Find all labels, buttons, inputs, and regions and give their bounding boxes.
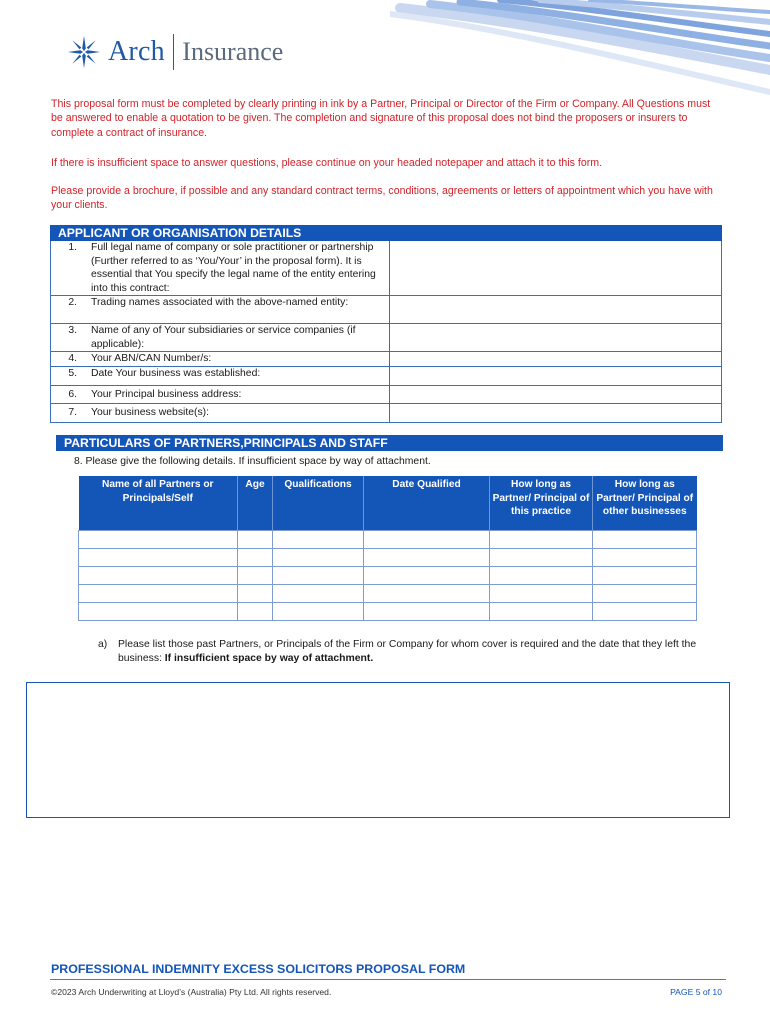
table-cell[interactable] [593, 602, 697, 620]
column-header: Date Qualified [364, 476, 490, 530]
table-cell[interactable] [490, 584, 593, 602]
table-row [51, 351, 721, 366]
question-text: Your ABN/CAN Number/s: [91, 353, 212, 364]
intro-paragraph-3: Please provide a brochure, if possible and any standard contract terms, conditions, agreements or letters of appointment which you have with your clients. [51, 185, 713, 212]
table-cell[interactable] [490, 530, 593, 548]
page-number: PAGE 5 of 10 [670, 987, 722, 997]
table-cell[interactable] [593, 548, 697, 566]
intro-paragraph-1: This proposal form must be completed by clearly printing in ink by a Partner, Principal or Director of the Firm or Company. All Questions must be answered to enable a quotation to be given. The completion and signature of this proposal does not bind the proposers or insurers to complete a contract of insurance. [51, 98, 711, 139]
table-cell[interactable] [364, 566, 490, 584]
table-cell[interactable] [238, 566, 273, 584]
table-row [51, 323, 721, 351]
answer-field-address[interactable] [389, 386, 721, 403]
question-number: 6. [68, 388, 77, 400]
table-cell[interactable] [79, 602, 238, 620]
arch-star-icon [66, 34, 102, 70]
table-cell[interactable] [364, 602, 490, 620]
question-number: 7. [68, 407, 77, 419]
past-partners-answer-box[interactable] [26, 682, 730, 818]
answer-field-date-established[interactable] [389, 367, 721, 385]
question-text: Your business website(s): [91, 407, 210, 419]
table-cell[interactable] [79, 584, 238, 602]
question-number: 1. [68, 242, 77, 253]
column-header: Age [238, 476, 273, 530]
question-text: Full legal name of company or sole practitioner or partnership (Further referred to as ‘You/Your’ in the proposal form). It is essential that You specify the legal name of the entity entering into this contract: [91, 242, 376, 294]
table-header-row [79, 476, 697, 530]
column-header: Qualifications [273, 476, 364, 530]
item-a-instruction [98, 638, 728, 667]
question-number: 5. [68, 368, 77, 379]
table-row [51, 241, 721, 295]
table-row [51, 403, 721, 422]
question-number: 4. [68, 353, 77, 364]
brand-product: Insurance [182, 37, 284, 66]
table-cell[interactable] [238, 602, 273, 620]
item-a-marker: a) [98, 639, 108, 650]
question-text: Trading names associated with the above-named entity: [91, 297, 349, 308]
question-text: Name of any of Your subsidiaries or service companies (if applicable): [91, 325, 356, 350]
logo-divider [173, 34, 175, 70]
table-row [79, 602, 697, 620]
table-cell[interactable] [238, 548, 273, 566]
table-cell[interactable] [273, 530, 364, 548]
question-number: 2. [68, 297, 77, 308]
section-title-applicant: APPLICANT OR ORGANISATION DETAILS [50, 225, 722, 241]
table-cell[interactable] [490, 602, 593, 620]
table-cell[interactable] [490, 548, 593, 566]
section-title-partners: PARTICULARS OF PARTNERS,PRINCIPALS AND STAFF [56, 435, 723, 451]
table-cell[interactable] [273, 548, 364, 566]
answer-field-subsidiaries[interactable] [389, 324, 721, 351]
table-row [79, 548, 697, 566]
decorative-swoosh-graphic [390, 0, 770, 110]
table-cell[interactable] [273, 566, 364, 584]
column-header: How long as Partner/ Principal of this practice [490, 476, 593, 530]
answer-field-legal-name[interactable] [389, 241, 721, 295]
table-cell[interactable] [593, 584, 697, 602]
question-8-text: 8. Please give the following details. If insufficient space by way of attachment. [74, 456, 431, 467]
table-cell[interactable] [364, 548, 490, 566]
arch-insurance-logo [66, 32, 283, 72]
table-cell[interactable] [79, 548, 238, 566]
table-cell[interactable] [490, 566, 593, 584]
table-row [51, 295, 721, 323]
applicant-details-table [50, 241, 722, 423]
table-row [79, 566, 697, 584]
table-cell[interactable] [593, 566, 697, 584]
table-row [51, 366, 721, 385]
table-row [79, 584, 697, 602]
copyright-text: ©2023 Arch Underwriting at Lloyd’s (Australia) Pty Ltd. All rights reserved. [51, 987, 332, 997]
question-number: 3. [68, 325, 77, 336]
answer-field-trading-names[interactable] [389, 296, 721, 323]
item-a-bold-text: If insufficient space by way of attachment. [164, 653, 374, 665]
table-row [51, 385, 721, 403]
table-cell[interactable] [273, 584, 364, 602]
table-cell[interactable] [364, 530, 490, 548]
brand-name: Arch [108, 36, 165, 67]
intro-paragraph-2: If there is insufficient space to answer questions, please continue on your headed notepaper and attach it to this form. [51, 157, 603, 169]
answer-field-abn[interactable] [389, 352, 721, 366]
table-cell[interactable] [238, 530, 273, 548]
question-text: Your Principal business address: [91, 388, 242, 400]
item-a-text: Please list those past Partners, or Principals of the Firm or Company for whom cover is required and the date that they left the business: [118, 639, 697, 665]
footer-form-title: PROFESSIONAL INDEMNITY EXCESS SOLICITORS PROPOSAL FORM [51, 962, 466, 976]
table-cell[interactable] [364, 584, 490, 602]
table-cell[interactable] [238, 584, 273, 602]
table-cell[interactable] [79, 566, 238, 584]
table-cell[interactable] [593, 530, 697, 548]
table-cell[interactable] [79, 530, 238, 548]
column-header: Name of all Partners or Principals/Self [79, 476, 238, 530]
footer-divider [50, 979, 726, 980]
table-row [79, 530, 697, 548]
column-header: How long as Partner/ Principal of other businesses [593, 476, 697, 530]
partners-table [78, 476, 697, 621]
question-text: Date Your business was established: [91, 368, 261, 379]
answer-field-website[interactable] [389, 404, 721, 422]
table-cell[interactable] [273, 602, 364, 620]
